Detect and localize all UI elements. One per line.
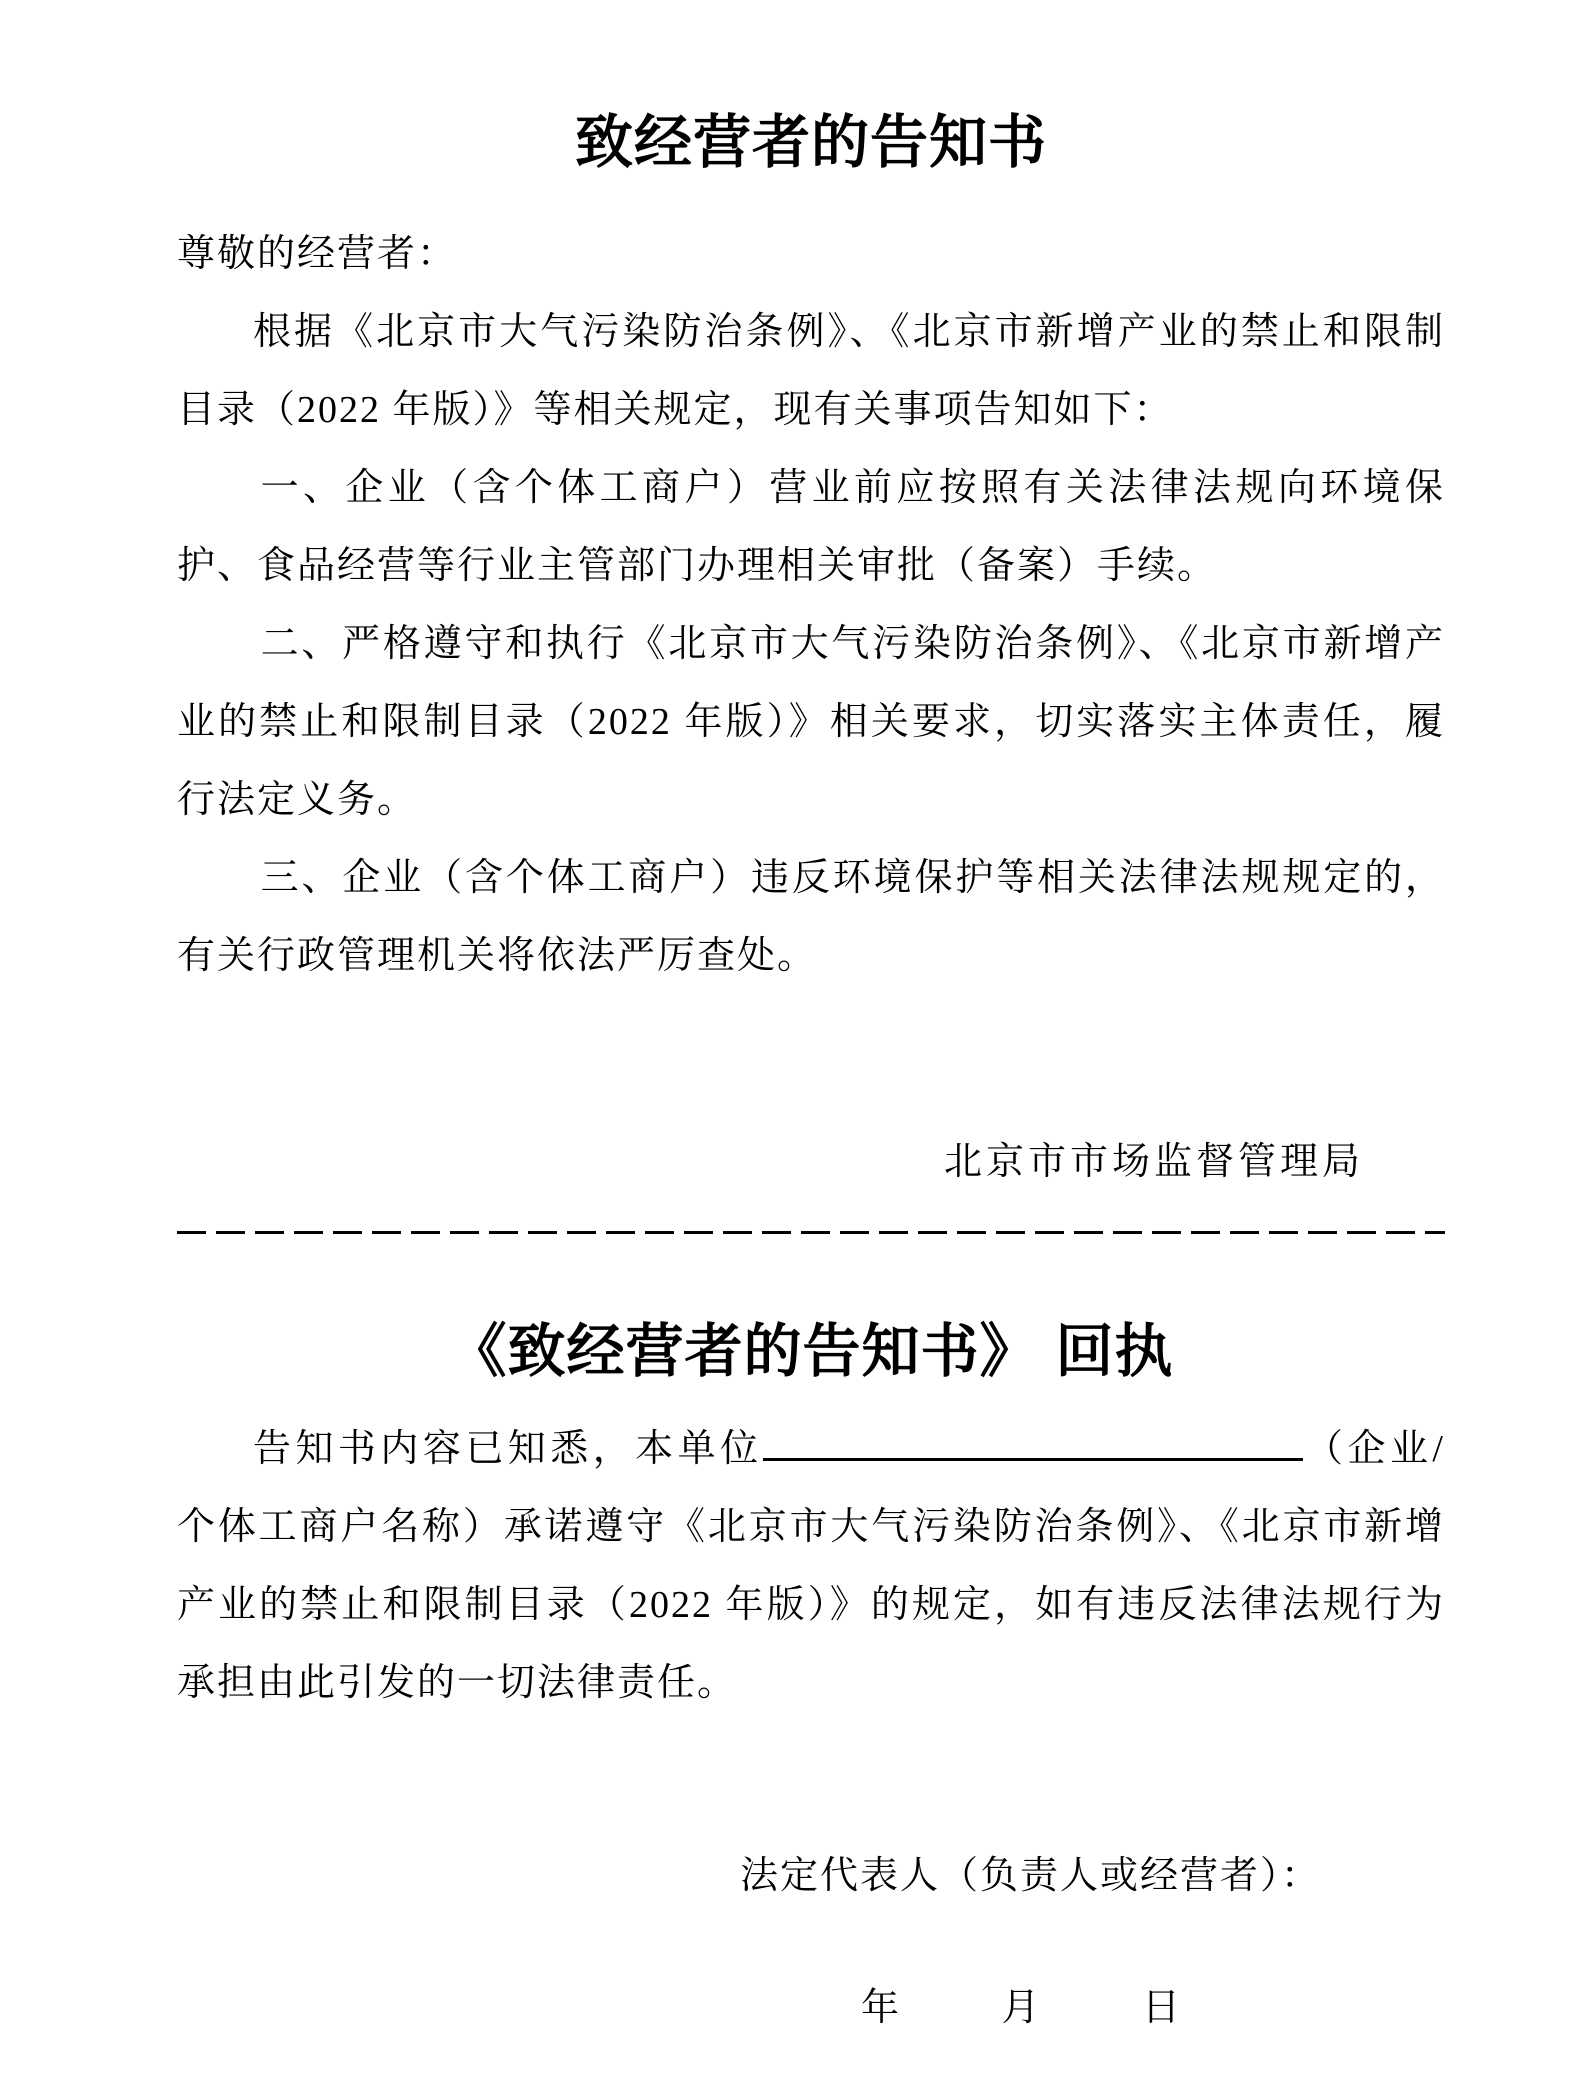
salutation: 尊敬的经营者： xyxy=(177,233,458,275)
receipt-text-before-blank: 告知书内容已知悉，本单位 xyxy=(253,1428,763,1470)
date-day-label: 日 xyxy=(1142,1987,1181,2029)
receipt-text-after-blank: （企业/个体工商户名称）承诺遵守《北京市大气污染防治条例》、《北京市新增产业的禁止和限制目录（2022 年版）》的规定，如有违反法律法规行为承担由此引发的一切法律责任。 xyxy=(177,1428,1445,1704)
date-line xyxy=(861,1969,1445,2047)
notice-item-3: 三、企业（含个体工商户）违反环境保护等相关法律法规规定的，有关行政管理机关将依法严厉查处。 xyxy=(177,857,1445,977)
date-year-label: 年 xyxy=(861,1987,900,2029)
notice-item-1: 一、企业（含个体工商户）营业前应按照有关法律法规向环境保护、食品经营等行业主管部门办理相关审批（备案）手续。 xyxy=(177,467,1445,587)
intro-paragraph: 根据《北京市大气污染防治条例》、《北京市新增产业的禁止和限制目录（2022 年版）》等相关规定，现有关事项告知如下： xyxy=(177,311,1445,431)
notice-title: 致经营者的告知书 xyxy=(574,110,1047,175)
receipt-title: 《致经营者的告知书》 回执 xyxy=(448,1319,1174,1384)
legal-representative-label: 法定代表人（负责人或经营者）： xyxy=(740,1855,1322,1897)
receipt-acknowledgement-paragraph xyxy=(177,1410,1445,1722)
agency-signature: 北京市市场监督管理局 xyxy=(943,1141,1364,1183)
date-month-label: 月 xyxy=(1001,1987,1040,2029)
dashed-divider xyxy=(177,1231,1445,1234)
notice-item-2: 二、严格遵守和执行《北京市大气污染防治条例》、《北京市新增产业的禁止和限制目录（2022 年版）》相关要求，切实落实主体责任，履行法定义务。 xyxy=(177,623,1445,821)
unit-name-blank-field[interactable] xyxy=(763,1418,1303,1461)
notice-body xyxy=(177,215,1445,995)
